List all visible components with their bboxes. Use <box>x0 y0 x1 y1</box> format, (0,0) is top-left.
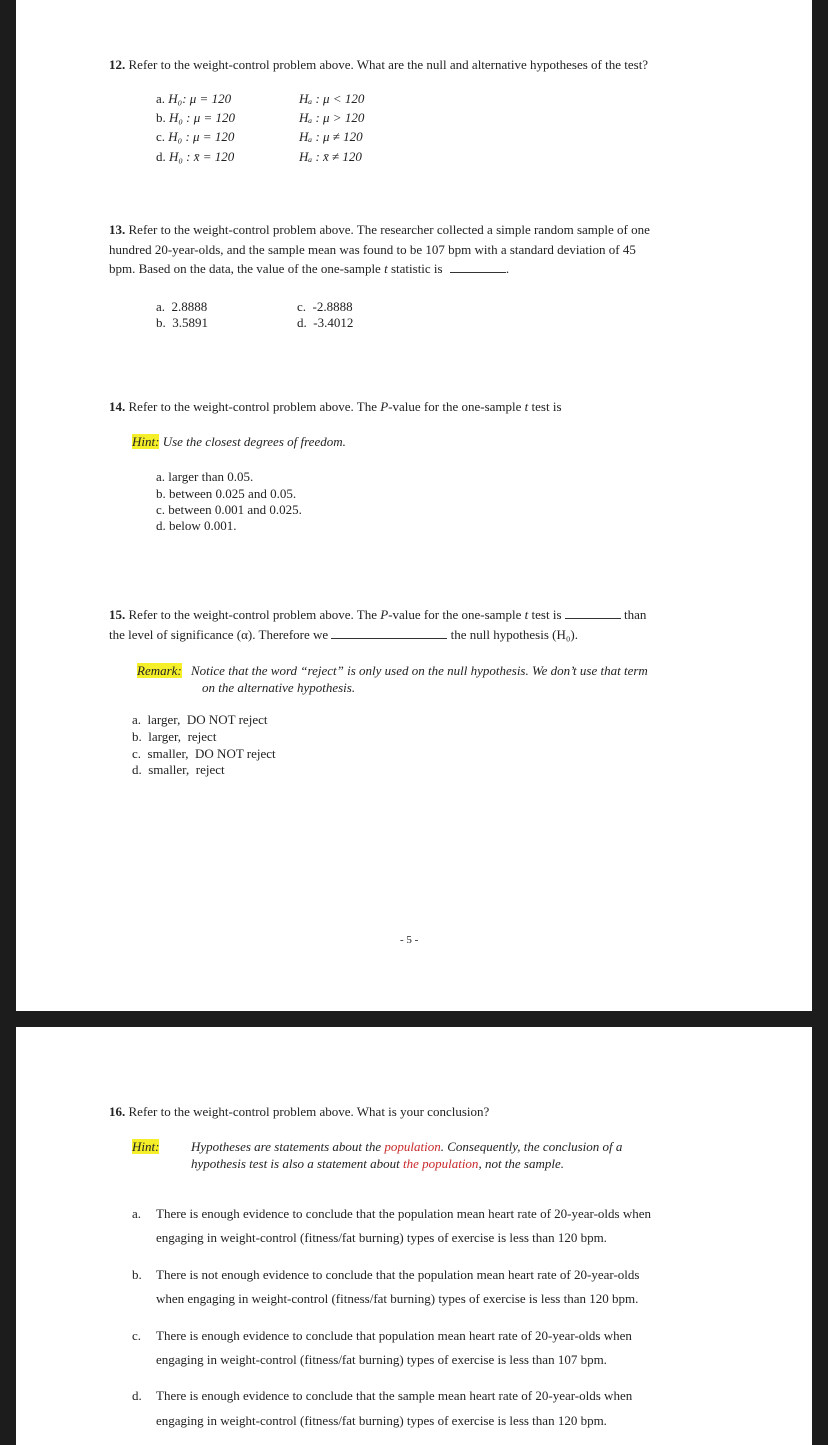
q16-option-a-line-1: There is enough evidence to conclude that the population mean heart rate of 20-year-olds when <box>156 1206 651 1221</box>
q12-option-d-h0: H₀ : x̄ = 120 <box>169 149 235 164</box>
q12-option-a-h0: H₀: μ = 120 <box>168 91 232 106</box>
hint-emphasis: population <box>384 1139 441 1154</box>
q14-hint <box>132 432 346 451</box>
question-13-number: 13. <box>109 222 126 237</box>
q16-hint-line-2: hypothesis test is also a statement about the population, not the sample. <box>191 1156 565 1171</box>
q16-option-a[interactable]: a. <box>132 1206 142 1221</box>
q14-option-c[interactable]: c. between 0.001 and 0.025. <box>156 502 302 517</box>
q13-option-d[interactable]: d. -3.4012 <box>297 315 354 330</box>
q14-option-d[interactable]: d. below 0.001. <box>156 518 237 533</box>
question-13-line-3: bpm. Based on the data, the value of the one-sample t statistic is . <box>109 261 510 276</box>
answer-blank-1 <box>565 606 621 619</box>
q12-option-a-ha: Hₐ : μ < 120 <box>299 91 365 106</box>
question-12-text: Refer to the weight-control problem above. What are the null and alternative hypotheses of the test? <box>128 57 649 72</box>
page-number: - 5 - <box>400 934 419 946</box>
remark-line-2: on the alternative hypothesis. <box>202 680 356 695</box>
question-14-prompt: 14. Refer to the weight-control problem above. The P-value for the one-sample t test is <box>109 399 562 414</box>
q15-option-c[interactable]: c. smaller, DO NOT reject <box>132 746 276 761</box>
q12-option-d-ha: Hₐ : x̄ ≠ 120 <box>299 149 362 164</box>
question-13-line-1: 13. Refer to the weight-control problem above. The researcher collected a simple random sample of one <box>109 222 650 237</box>
answer-blank <box>450 260 506 273</box>
q13-option-b[interactable]: b. 3.5891 <box>156 315 208 330</box>
q16-option-a-line-2: engaging in weight-control (fitness/fat burning) types of exercise is less than 120 bpm. <box>156 1230 607 1245</box>
question-16-number: 16. <box>109 1104 126 1119</box>
q16-option-c-line-1: There is enough evidence to conclude that population mean heart rate of 20-year-olds when <box>156 1328 632 1343</box>
q16-option-d-line-2: engaging in weight-control (fitness/fat burning) types of exercise is less than 120 bpm. <box>156 1413 607 1428</box>
q12-option-c-h0: H₀ : μ = 120 <box>168 129 235 144</box>
remark-line-1: Notice that the word “reject” is only used on the null hypothesis. We don’t use that term <box>191 663 648 678</box>
hint-text: Use the closest degrees of freedom. <box>162 434 346 449</box>
q16-option-c[interactable]: c. <box>132 1328 142 1343</box>
q15-option-a[interactable]: a. larger, DO NOT reject <box>132 712 268 727</box>
question-15-number: 15. <box>109 607 126 622</box>
question-15-line-1: 15. Refer to the weight-control problem above. The P-value for the one-sample t test is than <box>109 607 647 622</box>
q16-option-d-line-1: There is enough evidence to conclude that the sample mean heart rate of 20-year-olds when <box>156 1388 633 1403</box>
q12-option-b-ha: Hₐ : μ > 120 <box>299 110 365 125</box>
q12-option-c[interactable]: c. H₀ : μ = 120 <box>156 129 235 144</box>
q16-option-b-line-2: when engaging in weight-control (fitness/fat burning) types of exercise is less than 120 bpm. <box>156 1291 639 1306</box>
q15-option-d[interactable]: d. smaller, reject <box>132 762 225 777</box>
question-14-number: 14. <box>109 399 126 414</box>
question-16-prompt: 16. Refer to the weight-control problem above. What is your conclusion? <box>109 1104 490 1119</box>
hint-emphasis: the population <box>402 1156 479 1171</box>
q12-option-b-h0: H₀ : μ = 120 <box>169 110 236 125</box>
q12-option-d[interactable]: d. H₀ : x̄ = 120 <box>156 149 235 164</box>
answer-blank-2 <box>331 626 447 639</box>
question-12-number: 12. <box>109 57 126 72</box>
question-15-line-2: the level of significance (α). Therefore we the null hypothesis (H₀). <box>109 627 578 642</box>
q16-hint-line-1: Hypotheses are statements about the population. Consequently, the conclusion of a <box>191 1139 623 1154</box>
q16-option-b[interactable]: b. <box>132 1267 142 1282</box>
q16-hint-label: Hint: <box>132 1139 160 1154</box>
q16-option-c-line-2: engaging in weight-control (fitness/fat burning) types of exercise is less than 107 bpm. <box>156 1352 607 1367</box>
q14-option-b[interactable]: b. between 0.025 and 0.05. <box>156 486 297 501</box>
document-page-6 <box>16 1027 812 1445</box>
q16-option-d[interactable]: d. <box>132 1388 142 1403</box>
q14-option-a[interactable]: a. larger than 0.05. <box>156 469 254 484</box>
q12-option-b[interactable]: b. H₀ : μ = 120 <box>156 110 236 125</box>
hint-label: Hint: <box>132 434 160 449</box>
question-13-line-2: hundred 20-year-olds, and the sample mean was found to be 107 bpm with a standard deviation of 45 <box>109 242 636 257</box>
q12-option-c-ha: Hₐ : μ ≠ 120 <box>299 129 363 144</box>
q15-option-b[interactable]: b. larger, reject <box>132 729 217 744</box>
q13-option-c[interactable]: c. -2.8888 <box>297 299 353 314</box>
remark-label: Remark: <box>137 663 182 678</box>
q16-option-b-line-1: There is not enough evidence to conclude that the population mean heart rate of 20-year-olds <box>156 1267 640 1282</box>
q12-option-a[interactable]: a. H₀: μ = 120 <box>156 91 232 106</box>
q13-option-a[interactable]: a. 2.8888 <box>156 299 208 314</box>
question-12-prompt <box>109 55 648 74</box>
document-page-5 <box>16 0 812 1011</box>
